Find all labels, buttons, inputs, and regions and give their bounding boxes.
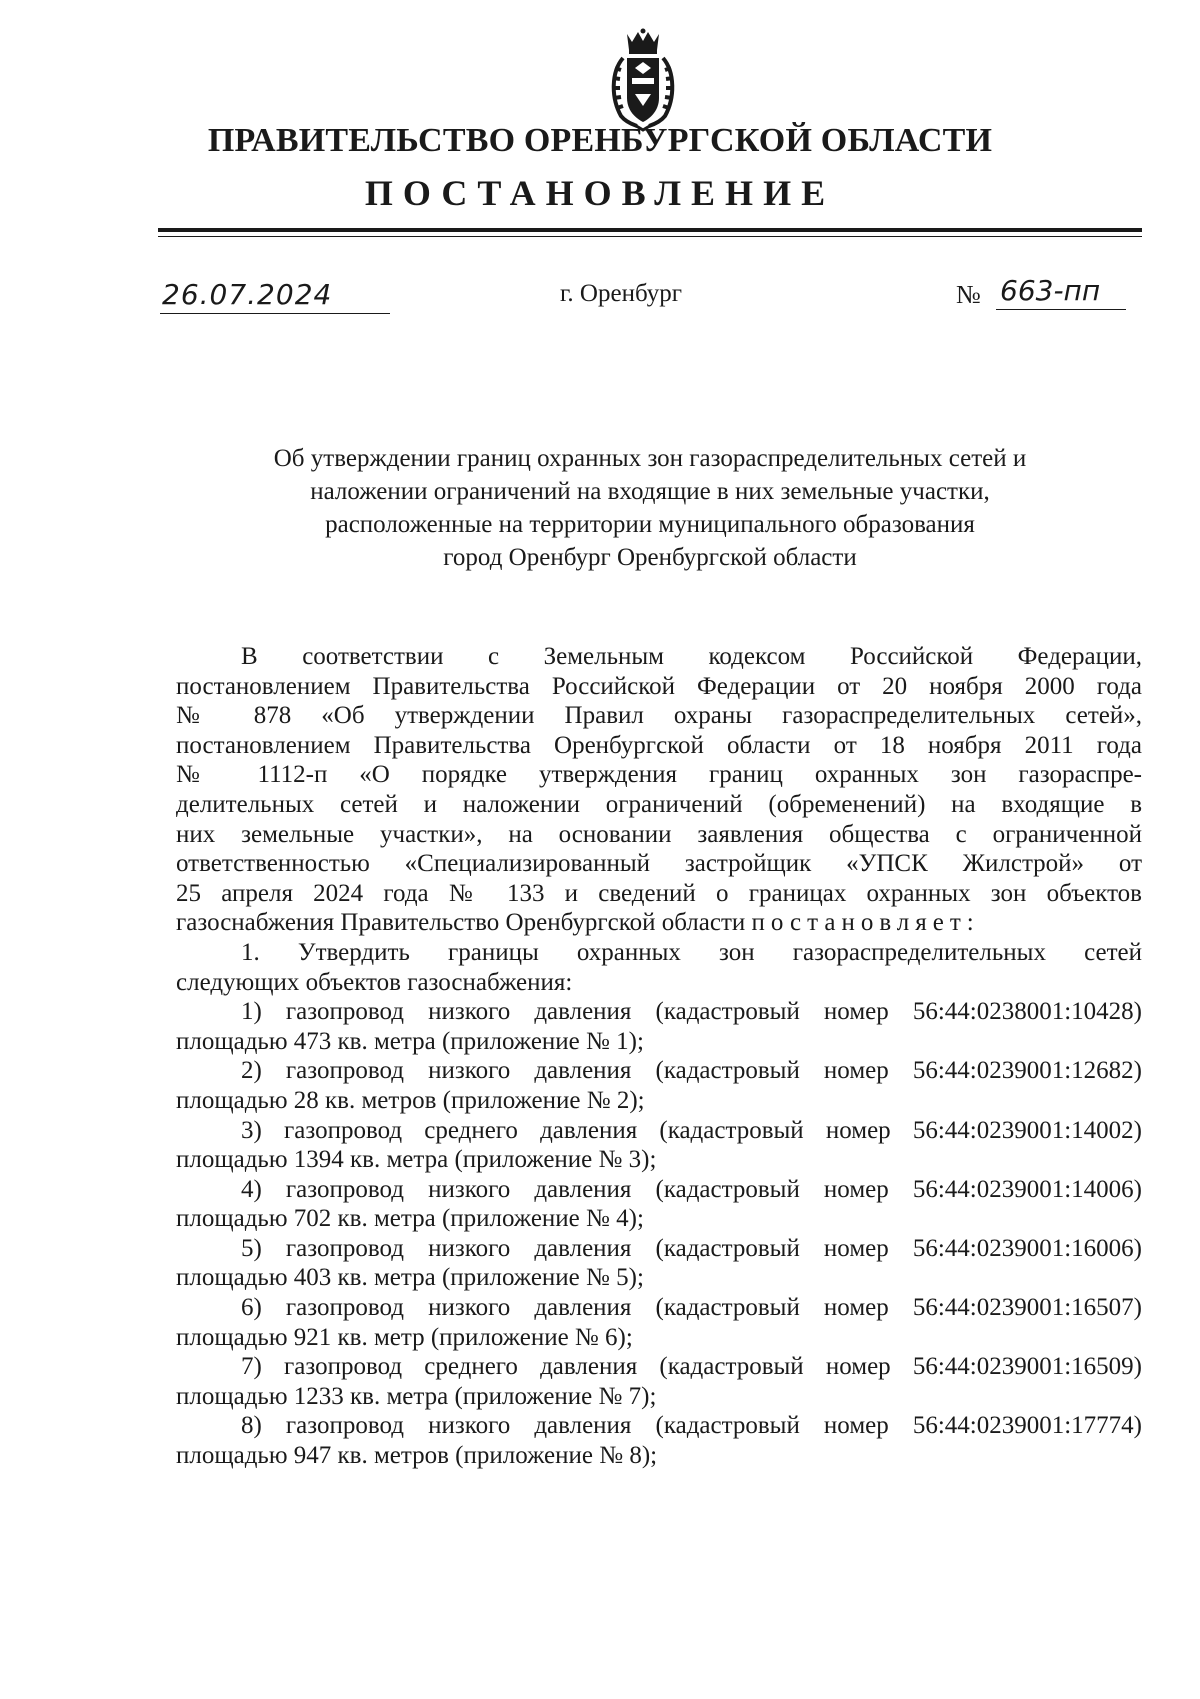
title-line: Об утверждении границ охранных зон газораспределительных сетей и: [273, 445, 1027, 472]
item-1-line: следующих объектов газоснабжения:: [176, 968, 573, 996]
title-line: расположенные на территории муниципального образования: [325, 511, 975, 538]
subitem-line: 6) газопровод низкого давления (кадастровый номер 56:44:0239001:16507): [241, 1294, 1142, 1322]
subitem-line: 8) газопровод низкого давления (кадастровый номер 56:44:0239001:17774): [241, 1412, 1142, 1440]
subitem-line: площадью 403 кв. метра (приложение № 5);: [176, 1264, 644, 1292]
subitem-line: площадью 28 кв. метров (приложение № 2);: [176, 1086, 645, 1114]
title-line: наложении ограничений на входящие в них земельные участки,: [310, 478, 990, 505]
subitem-line: площадью 1394 кв. метра (приложение № 3);: [176, 1146, 657, 1174]
subitem-line: 3) газопровод среднего давления (кадастровый номер 56:44:0239001:14002): [241, 1116, 1142, 1144]
subitem-line: площадью 947 кв. метров (приложение № 8);: [176, 1442, 658, 1470]
preamble-line: ответственностью «Специализированный застройщик «УПСК Жилстрой» от: [176, 850, 1142, 878]
subitem-line: площадью 921 кв. метр (приложение № 6);: [176, 1323, 633, 1351]
document-date: 26.07.2024: [162, 278, 333, 311]
preamble-line: них земельные участки», на основании заявления общества с ограниченной: [176, 820, 1142, 848]
preamble-line: 25 апреля 2024 года № 133 и сведений о границах охранных зон объектов: [176, 879, 1142, 907]
coat-of-arms-icon: [605, 28, 681, 132]
subitem-line: площадью 1233 кв. метра (приложение № 7);: [176, 1382, 657, 1410]
document-city: г. Оренбург: [560, 280, 682, 307]
preamble-line: постановлением Правительства Российской Федерации от 20 ноября 2000 года: [176, 672, 1142, 700]
subitem-line: 4) газопровод низкого давления (кадастровый номер 56:44:0239001:14006): [241, 1175, 1142, 1203]
preamble-line: № 1112-п «О порядке утверждения границ охранных зон газораспре-: [176, 761, 1142, 789]
item-1-line: 1. Утвердить границы охранных зон газораспределительных сетей: [241, 938, 1142, 966]
preamble-line: № 878 «Об утверждении Правил охраны газораспределительных сетей»,: [176, 702, 1142, 730]
document-title: [160, 442, 1140, 574]
document-number: 663-пп: [1000, 274, 1101, 307]
header-rule-thin: [158, 236, 1142, 237]
decree-word: постановляет:: [751, 909, 980, 937]
subitem-line: площадью 473 кв. метра (приложение № 1);: [176, 1027, 644, 1055]
preamble-end: газоснабжения Правительство Оренбургской области: [176, 909, 746, 937]
document-number-field: [996, 274, 1136, 314]
header-rule-thick: [158, 228, 1142, 232]
subitem-line: 2) газопровод низкого давления (кадастровый номер 56:44:0239001:12682): [241, 1057, 1142, 1085]
number-label: №: [956, 280, 981, 309]
preamble-line: делительных сетей и наложении ограничений (обременений) на входящие в: [176, 790, 1142, 818]
organization-name: ПРАВИТЕЛЬСТВО ОРЕНБУРГСКОЙ ОБЛАСТИ: [207, 122, 993, 159]
subitem-line: 1) газопровод низкого давления (кадастровый номер 56:44:0238001:10428): [241, 998, 1142, 1026]
document-date-field: [160, 278, 390, 316]
date-underline: [160, 313, 390, 314]
number-underline: [996, 309, 1126, 310]
subitem-line: 7) газопровод среднего давления (кадастровый номер 56:44:0239001:16509): [241, 1353, 1142, 1381]
subitem-line: 5) газопровод низкого давления (кадастровый номер 56:44:0239001:16006): [241, 1234, 1142, 1262]
document-body: [176, 642, 1142, 1471]
title-line: город Оренбург Оренбургской области: [443, 544, 857, 571]
preamble-final-line: [176, 908, 1142, 938]
document-type: ПОСТАНОВЛЕНИЕ: [364, 173, 836, 213]
preamble-line: В соответствии с Земельным кодексом Российской Федерации,: [241, 643, 1142, 670]
subitem-line: площадью 702 кв. метра (приложение № 4);: [176, 1205, 644, 1233]
preamble-line: постановлением Правительства Оренбургской области от 18 ноября 2011 года: [176, 731, 1142, 759]
